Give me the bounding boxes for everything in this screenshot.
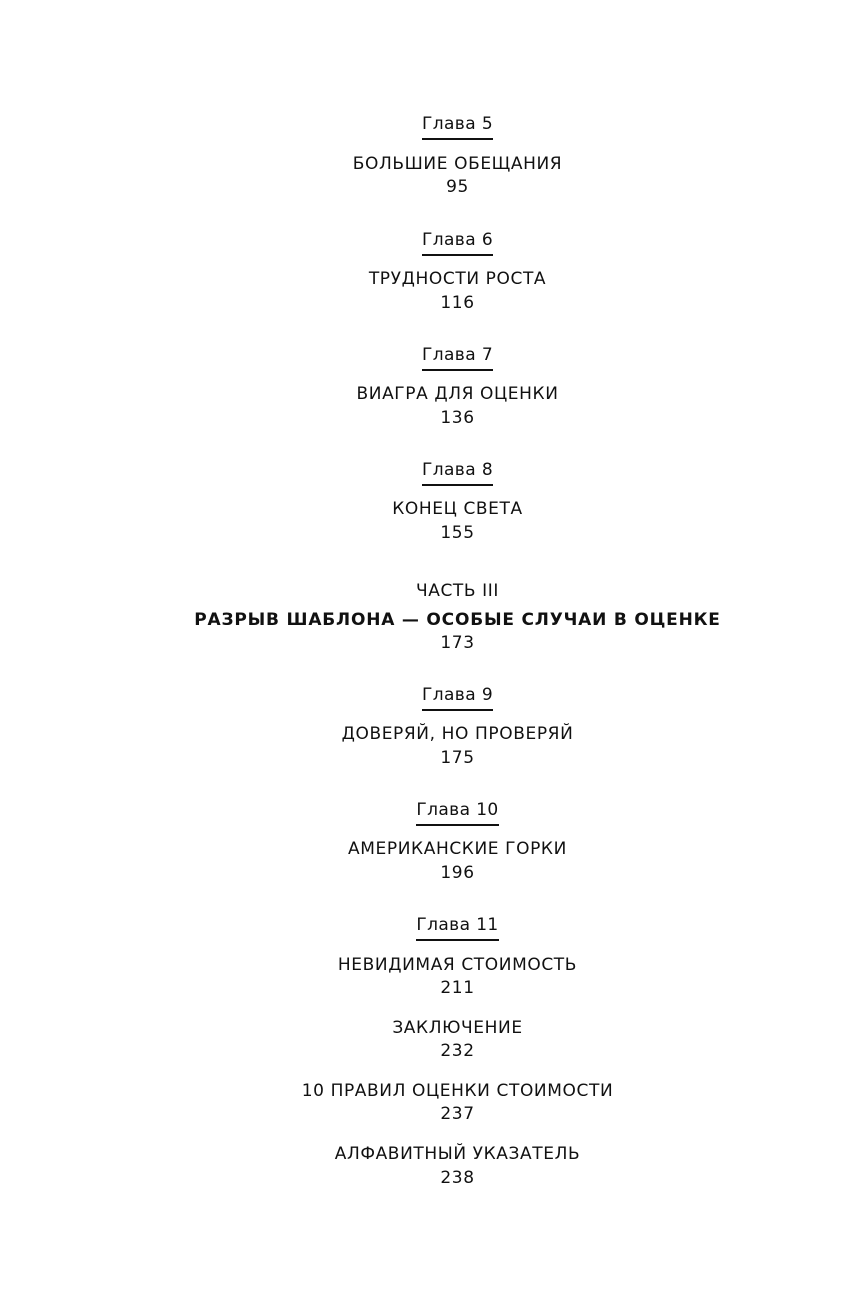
- rules-page: 237: [440, 1104, 475, 1124]
- chapter-11-label: Глава 11: [416, 914, 498, 941]
- chapter-8-label-wrap: [0, 459, 845, 486]
- chapter-10-title: АМЕРИКАНСКИЕ ГОРКИ: [348, 839, 567, 859]
- chapter-10-label: Глава 10: [416, 799, 498, 826]
- chapter-6-page: 116: [440, 293, 475, 313]
- chapter-7-title: ВИАГРА ДЛЯ ОЦЕНКИ: [356, 384, 559, 404]
- chapter-7-label: Глава 7: [422, 344, 493, 371]
- index-title: АЛФАВИТНЫЙ УКАЗАТЕЛЬ: [334, 1144, 581, 1164]
- chapter-8-title: КОНЕЦ СВЕТА: [392, 499, 523, 519]
- conclusion-title: ЗАКЛЮЧЕНИЕ: [392, 1018, 523, 1038]
- chapter-6-label-wrap: [0, 229, 845, 256]
- chapter-8-page: 155: [440, 523, 475, 543]
- part-3-label: ЧАСТЬ III: [415, 581, 500, 601]
- chapter-10-label-wrap: [0, 799, 845, 826]
- chapter-5-page: 95: [446, 177, 469, 197]
- index-page: 238: [440, 1168, 475, 1188]
- chapter-5-label-wrap: [0, 113, 845, 140]
- chapter-5-label: Глава 5: [422, 113, 493, 140]
- chapter-7-page: 136: [440, 408, 475, 428]
- chapter-8-label: Глава 8: [422, 459, 493, 486]
- chapter-11-title: НЕВИДИМАЯ СТОИМОСТЬ: [337, 955, 578, 975]
- chapter-6-label: Глава 6: [422, 229, 493, 256]
- chapter-11-label-wrap: [0, 914, 845, 941]
- chapter-6-title: ТРУДНОСТИ РОСТА: [368, 269, 547, 289]
- chapter-9-page: 175: [440, 748, 475, 768]
- chapter-9-label-wrap: [0, 684, 845, 711]
- chapter-5-title: БОЛЬШИЕ ОБЕЩАНИЯ: [352, 154, 563, 174]
- part-3-page: 173: [440, 633, 475, 653]
- chapter-9-title: ДОВЕРЯЙ, НО ПРОВЕРЯЙ: [341, 724, 574, 744]
- conclusion-page: 232: [440, 1041, 475, 1061]
- chapter-9-label: Глава 9: [422, 684, 493, 711]
- chapter-11-page: 211: [440, 978, 475, 998]
- rules-title: 10 ПРАВИЛ ОЦЕНКИ СТОИМОСТИ: [301, 1081, 614, 1101]
- part-3-title: РАЗРЫВ ШАБЛОНА — ОСОБЫЕ СЛУЧАИ В ОЦЕНКЕ: [194, 610, 721, 630]
- chapter-7-label-wrap: [0, 344, 845, 371]
- chapter-10-page: 196: [440, 863, 475, 883]
